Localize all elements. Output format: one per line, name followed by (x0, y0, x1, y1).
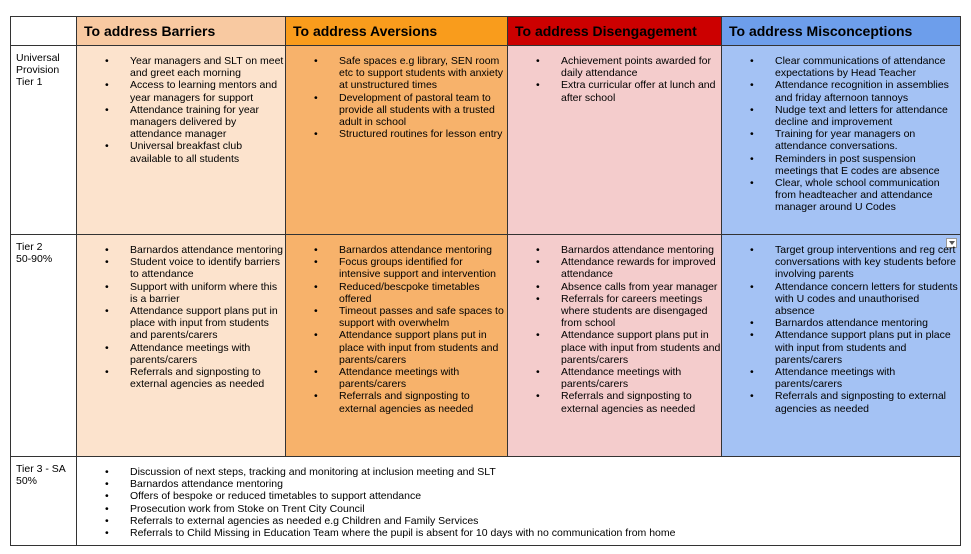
header-barriers[interactable]: To address Barriers (77, 17, 286, 46)
attendance-strategy-table (10, 16, 961, 546)
tier1-aversions-cell[interactable] (286, 46, 508, 235)
list-item: • Prosecution work from Stoke on Trent City Council (130, 503, 960, 515)
list-item: • Attendance training for year managers delivered by attendance manager (130, 104, 285, 141)
tier1-row (11, 46, 961, 235)
tier3-label-line: 50% (16, 475, 38, 487)
list-item: • Reduced/bescpoke timetables offered (339, 281, 507, 305)
list-item: • Offers of bespoke or reduced timetables to support attendance (130, 490, 960, 502)
tier1-label[interactable] (11, 46, 77, 235)
tier1-aversions-list (286, 55, 507, 140)
tier3-row (11, 457, 961, 546)
tier2-aversions-cell[interactable] (286, 235, 508, 457)
tier3-label-line: Tier 3 - SA (16, 463, 66, 475)
list-item: • Referrals and signposting to external agencies as needed (561, 390, 721, 414)
list-item: • Discussion of next steps, tracking and monitoring at inclusion meeting and SLT (130, 466, 960, 478)
tier2-row (11, 235, 961, 457)
tier2-disengagement-cell[interactable] (508, 235, 722, 457)
list-item: • Attendance rewards for improved attendance (561, 256, 721, 280)
tier2-aversions-list (286, 244, 507, 415)
list-item: • Structured routines for lesson entry (339, 128, 507, 140)
list-item: • Support with uniform where this is a barrier (130, 281, 285, 305)
list-item: • Attendance support plans put in place with input from students and parents/carers (130, 305, 285, 342)
list-item: • Safe spaces e.g library, SEN room etc to support students with anxiety at unstructured times (339, 55, 507, 92)
tier2-barriers-list (77, 244, 285, 390)
list-item: • Barnardos attendance mentoring (130, 478, 960, 490)
list-item: • Focus groups identified for intensive support and intervention (339, 256, 507, 280)
header-row (11, 17, 961, 46)
list-item: • Nudge text and letters for attendance decline and improvement (775, 104, 960, 128)
header-aversions[interactable]: To address Aversions (286, 17, 508, 46)
header-disengagement[interactable]: To address Disengagement (508, 17, 722, 46)
tier2-label[interactable] (11, 235, 77, 457)
tier2-barriers-cell[interactable] (77, 235, 286, 457)
list-item: • Barnardos attendance mentoring (339, 244, 507, 256)
tier2-misconceptions-cell[interactable] (722, 235, 961, 457)
list-item: • Access to learning mentors and year managers for support (130, 79, 285, 103)
list-item: • Referrals to Child Missing in Education Team where the pupil is absent for 10 days with no communication from home (130, 527, 960, 539)
list-item: • Universal breakfast club available to all students (130, 140, 285, 164)
tier3-cell[interactable] (77, 457, 961, 546)
list-item: • Referrals and signposting to external agencies as needed (130, 366, 285, 390)
list-item: • Barnardos attendance mentoring (775, 317, 960, 329)
tier2-misconceptions-list (722, 244, 960, 415)
list-item: • Target group interventions and reg cert conversations with key students before involving parents (775, 244, 960, 281)
list-item: • Attendance support plans put in place with input from students and parents/carers (339, 329, 507, 366)
tier2-label-line: 50-90% (16, 253, 53, 265)
list-item: • Referrals for careers meetings where students are disengaged from school (561, 293, 721, 330)
list-item: • Referrals and signposting to external agencies as needed (775, 390, 960, 414)
list-item: • Absence calls from year manager (561, 281, 721, 293)
list-item: • Development of pastoral team to provide all students with a trusted adult in school (339, 92, 507, 129)
list-item: • Attendance meetings with parents/carers (130, 342, 285, 366)
corner-cell (11, 17, 77, 46)
list-item: • Referrals to external agencies as needed e.g Children and Family Services (130, 515, 960, 527)
list-item: • Attendance support plans put in place with input from students and parents/carers (775, 329, 960, 366)
tier1-label-line: Tier 1 (16, 76, 43, 88)
list-item: • Attendance meetings with parents/carers (561, 366, 721, 390)
tier1-barriers-cell[interactable] (77, 46, 286, 235)
list-item: • Attendance meetings with parents/carers (775, 366, 960, 390)
list-item: • Clear, whole school communication from headteacher and attendance manager around U Codes (775, 177, 960, 214)
list-item: • Attendance recognition in assemblies and friday afternoon tannoys (775, 79, 960, 103)
list-item: • Attendance concern letters for students with U codes and unauthorised absence (775, 281, 960, 318)
tier3-label[interactable] (11, 457, 77, 546)
list-item: • Extra curricular offer at lunch and after school (561, 79, 721, 103)
list-item: • Barnardos attendance mentoring (130, 244, 285, 256)
list-item: • Attendance support plans put in place with input from students and parents/carers (561, 329, 721, 366)
tier1-label-line: Universal (16, 52, 60, 64)
list-item: • Reminders in post suspension meetings that E codes are absence (775, 153, 960, 177)
tier1-disengagement-cell[interactable] (508, 46, 722, 235)
list-item: • Training for year managers on attendance conversations. (775, 128, 960, 152)
list-item: • Clear communications of attendance expectations by Head Teacher (775, 55, 960, 79)
list-item: • Barnardos attendance mentoring (561, 244, 721, 256)
tier2-label-line: Tier 2 (16, 241, 43, 253)
tier1-label-line: Provision (16, 64, 60, 76)
list-item: • Student voice to identify barriers to attendance (130, 256, 285, 280)
tier2-disengagement-list (508, 244, 721, 415)
header-misconceptions[interactable]: To address Misconceptions (722, 17, 961, 46)
tier1-misconceptions-list (722, 55, 960, 214)
tier1-disengagement-list (508, 55, 721, 104)
list-item: • Timeout passes and safe spaces to support with overwhelm (339, 305, 507, 329)
list-item: • Attendance meetings with parents/carers (339, 366, 507, 390)
list-item: • Referrals and signposting to external agencies as needed (339, 390, 507, 414)
tier3-list (77, 466, 960, 539)
list-item: • Year managers and SLT on meet and greet each morning (130, 55, 285, 79)
list-item: • Achievement points awarded for daily attendance (561, 55, 721, 79)
tier1-barriers-list (77, 55, 285, 165)
tier1-misconceptions-cell[interactable] (722, 46, 961, 235)
